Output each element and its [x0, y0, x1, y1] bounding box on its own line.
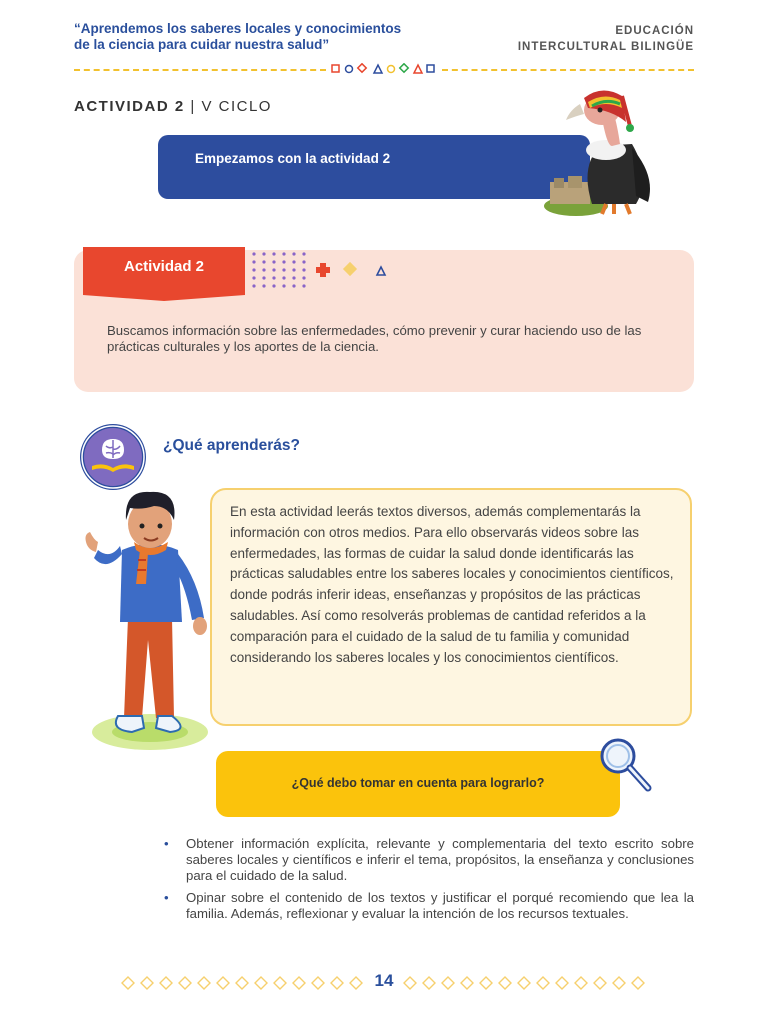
start-banner-text: Empezamos con la actividad 2: [195, 151, 391, 166]
boy-illustration: [80, 480, 220, 755]
list-item-text: Obtener información explícita, relevante y complementaria del texto escrito sobre saberes locales y científicos e inferir el tema, propósitos, la enseñanza y conclusiones para el cuidado de la salud.: [186, 836, 694, 883]
header-subject-line1: EDUCACIÓN: [615, 25, 694, 37]
header-divider-left: [74, 69, 326, 71]
list-item: [164, 890, 694, 922]
bullet-glyph: •: [164, 836, 169, 851]
header-title-line1: “Aprendemos los saberes locales y conocimientos: [74, 21, 402, 36]
list-item-text: Opinar sobre el contenido de los textos y justificar el porqué recomiendo que lea la familia. Además, reflexionar y evaluar la intención de los recursos textuales.: [186, 890, 694, 921]
footer-pattern-left-icon: [120, 975, 366, 991]
header-title-line2: de la ciencia para cuidar nuestra salud”: [74, 37, 330, 52]
start-banner: [158, 135, 590, 199]
consider-banner: [216, 751, 620, 817]
dots-pattern-icon: [250, 250, 312, 292]
decorative-shapes-icon: [313, 260, 393, 280]
magnifier-icon: [596, 736, 656, 796]
consider-title: ¿Qué debo tomar en cuenta para lograrlo?: [291, 776, 545, 790]
bullet-glyph: •: [164, 890, 169, 905]
header-subject-line2: INTERCULTURAL BILINGÜE: [517, 41, 694, 53]
condor-illustration: [540, 86, 656, 224]
consider-list: [164, 836, 694, 928]
header-divider-right: [442, 69, 694, 71]
learn-title: ¿Qué aprenderás?: [163, 437, 300, 454]
activity-label: ACTIVIDAD 2: [74, 98, 185, 115]
header-title: [74, 21, 494, 53]
learn-description: En esta actividad leerás textos diversos, además complementarás la información con otros medios. Para ello observarás videos sobre las enfermedades, las formas de cuidar la salud donde identificarás las prácticas saludables entre los saberes locales y conocimientos científicos, donde podrás inferir ideas, enseñanzas y propósitos de las prácticas saludables. Así como resolverás problemas de cantidad referidos a la comparación para el cuidado de la salud de tu familia y comunidad considerando los saberes locales y los conocimientos científicos.: [230, 504, 674, 665]
header-shapes-icon: [330, 63, 436, 75]
page-number: 14: [374, 971, 394, 990]
activity-separator: |: [190, 98, 196, 115]
header-subject: [518, 23, 694, 55]
list-item: [164, 836, 694, 884]
activity-cycle: V CICLO: [201, 98, 272, 115]
footer-pattern-right-icon: [402, 975, 648, 991]
activity-heading: [74, 98, 272, 115]
activity-description: Buscamos información sobre las enfermedades, cómo prevenir y curar haciendo uso de las prácticas culturales y los aportes de la ciencia.: [107, 323, 642, 354]
activity-tab-label: Actividad 2: [123, 258, 205, 275]
